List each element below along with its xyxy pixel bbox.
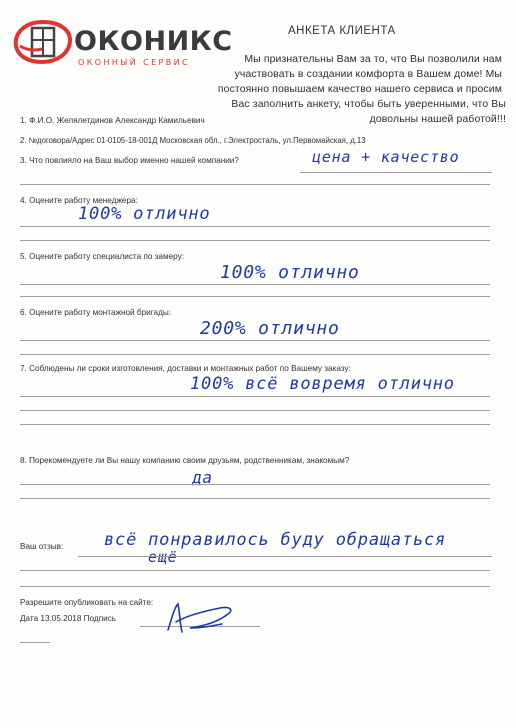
review-handwritten-line1: всё понравилось буду обращаться bbox=[104, 530, 447, 550]
answer-line bbox=[20, 296, 490, 297]
answer-line bbox=[20, 396, 490, 397]
answer-line bbox=[20, 284, 490, 285]
answer-line bbox=[20, 226, 490, 227]
answer-line bbox=[20, 498, 490, 499]
answer-3-handwritten: цена + качество bbox=[312, 148, 460, 166]
intro-text bbox=[182, 52, 506, 127]
answer-5-handwritten: 100% отлично bbox=[220, 262, 360, 283]
answer-line bbox=[20, 484, 490, 485]
question-8: 8. Порекомендуете ли Вы нашу компанию своим друзьям, родственникам, знакомым? bbox=[20, 456, 350, 465]
intro-line: постоянно повышаем качество нашего сервиса и просим bbox=[217, 84, 502, 95]
answer-4-handwritten: 100% отлично bbox=[78, 204, 211, 224]
answer-line bbox=[20, 340, 490, 341]
review-handwritten-line2: ещё bbox=[148, 548, 178, 566]
publish-permission: Разрешите опубликовать на сайте: bbox=[20, 598, 154, 607]
field-fio: 1. Ф.И.О. Желялетдинов Александр Камильевич bbox=[20, 116, 205, 125]
question-7: 7. Соблюдены ли сроки изготовления, доставки и монтажных работ по Вашему заказу: bbox=[20, 364, 351, 373]
form-title: АНКЕТА КЛИЕНТА bbox=[288, 25, 396, 37]
intro-line: участвовать в создании комфорта в Вашем доме! Мы bbox=[234, 69, 502, 80]
answer-line bbox=[20, 586, 490, 587]
answer-7-handwritten: 100% всё вовремя отлично bbox=[190, 374, 455, 394]
signature-mark bbox=[160, 598, 240, 638]
answer-line bbox=[20, 410, 490, 411]
footer-line bbox=[20, 642, 50, 643]
intro-line: Вас заполнить анкету, чтобы быть уверенными, что Вы довольны нашей работой!!! bbox=[231, 99, 506, 125]
review-label: Ваш отзыв: bbox=[20, 542, 64, 551]
answer-line bbox=[20, 240, 490, 241]
field-contract-address: 2. №договора/Адрес 01-0105-18-001Д Московская обл., г.Электросталь, ул.Первомайская, д.13 bbox=[20, 136, 366, 145]
answer-line bbox=[20, 570, 490, 571]
answer-line bbox=[20, 424, 490, 425]
answer-line bbox=[300, 172, 492, 173]
window-logo-icon bbox=[12, 16, 74, 64]
logo-subtitle: ОКОННЫЙ СЕРВИС bbox=[78, 58, 191, 67]
answer-line bbox=[20, 184, 490, 185]
logo-name: ОКОНИКС bbox=[74, 26, 233, 57]
answer-6-handwritten: 200% отлично bbox=[200, 318, 340, 339]
question-3: 3. Что повлияло на Ваш выбор именно нашей компании? bbox=[20, 156, 239, 165]
answer-line bbox=[78, 556, 492, 557]
answer-8-handwritten: да bbox=[192, 468, 213, 487]
date-signature-label: Дата 13.05.2018 Подпись bbox=[20, 614, 117, 623]
intro-line: Мы признательны Вам за то, что Вы позволили нам bbox=[244, 54, 502, 65]
answer-line bbox=[20, 354, 490, 355]
question-5: 5. Оцените работу специалиста по замеру: bbox=[20, 252, 184, 261]
question-4: 4. Оцените работу менеджера: bbox=[20, 196, 138, 205]
question-6: 6. Оцените работу монтажной бригады: bbox=[20, 308, 172, 317]
